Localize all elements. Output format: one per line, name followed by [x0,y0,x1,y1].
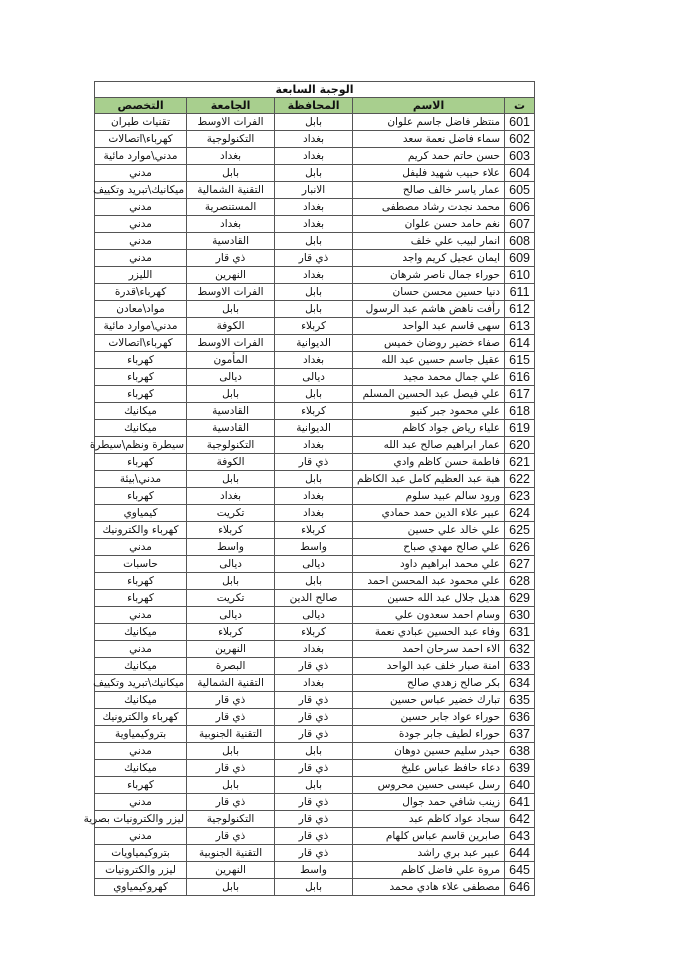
row-university: المستنصرية [187,199,275,216]
row-university: واسط [187,539,275,556]
row-university: الكوفة [187,454,275,471]
row-governorate: ذي قار [275,658,353,675]
row-governorate: بابل [275,284,353,301]
row-governorate: بغداد [275,199,353,216]
row-name: حوراء لطيف جابر جودة [353,726,505,743]
table-row [95,420,535,437]
row-university: التقنية الجنوبية [187,726,275,743]
row-specialization: كهرباء [95,573,187,590]
table-row [95,794,535,811]
row-specialization: كهرباء\اتصالات [95,335,187,352]
header-num: ت [505,98,535,114]
row-specialization: بتروكيمياوية [95,726,187,743]
row-specialization: كهرباء [95,777,187,794]
row-number: 616 [505,369,535,386]
table-row [95,709,535,726]
row-governorate: بغداد [275,216,353,233]
row-name: علي محمد ابراهيم داود [353,556,505,573]
row-governorate: ديالى [275,369,353,386]
row-specialization: سيطرة ونظم\سيطرة [95,437,187,454]
row-specialization: كهرباء [95,488,187,505]
row-number: 607 [505,216,535,233]
row-name: سهى قاسم عبد الواحد [353,318,505,335]
row-university: بابل [187,471,275,488]
row-specialization: ميكانيك [95,403,187,420]
table-row [95,522,535,539]
row-governorate: ديالى [275,556,353,573]
table-row [95,284,535,301]
row-university: التكنولوجية [187,131,275,148]
row-name: ايمان عجيل كريم واجد [353,250,505,267]
row-specialization: مدني [95,199,187,216]
row-governorate: بابل [275,777,353,794]
table-row [95,539,535,556]
row-governorate: الانبار [275,182,353,199]
row-governorate: كربلاء [275,403,353,420]
row-specialization: بتروكيمياويات [95,845,187,862]
row-name: فاطمة حسن كاظم وادي [353,454,505,471]
row-name: مصطفى علاء هادي محمد [353,879,505,896]
row-number: 612 [505,301,535,318]
row-number: 629 [505,590,535,607]
row-number: 626 [505,539,535,556]
table-row [95,165,535,182]
table-row [95,879,535,896]
row-number: 628 [505,573,535,590]
row-specialization: مدني\موارد مائية [95,318,187,335]
row-governorate: الديوانية [275,420,353,437]
row-name: صفاء خضير روضان خميس [353,335,505,352]
row-university: المأمون [187,352,275,369]
row-number: 603 [505,148,535,165]
row-number: 636 [505,709,535,726]
row-number: 632 [505,641,535,658]
row-specialization: مدني [95,641,187,658]
row-university: التكنولوجية [187,811,275,828]
row-governorate: بغداد [275,641,353,658]
table-row [95,590,535,607]
table-row [95,573,535,590]
row-university: القادسية [187,420,275,437]
row-name: تبارك خضير عباس حسين [353,692,505,709]
row-number: 641 [505,794,535,811]
row-specialization: تقنيات طيران [95,114,187,131]
header-row [95,98,535,114]
row-governorate: بابل [275,165,353,182]
row-governorate: بابل [275,233,353,250]
row-university: كربلاء [187,624,275,641]
row-specialization: كهرباء [95,386,187,403]
row-number: 630 [505,607,535,624]
row-specialization: مدني [95,216,187,233]
table-row [95,828,535,845]
row-number: 631 [505,624,535,641]
row-specialization: مدني [95,828,187,845]
table-row [95,182,535,199]
row-specialization: مدني [95,539,187,556]
row-name: رسل عيسى حسين محروس [353,777,505,794]
row-university: تكريت [187,590,275,607]
row-governorate: كربلاء [275,522,353,539]
row-number: 621 [505,454,535,471]
row-university: ذي قار [187,760,275,777]
row-specialization: ليزر والكترونيات بصرية [95,811,187,828]
row-specialization: كهرباء والكترونيك [95,709,187,726]
row-governorate: ذي قار [275,811,353,828]
row-specialization: كهرباء\قدرة [95,284,187,301]
table-row [95,607,535,624]
table-row [95,862,535,879]
row-name: سجاد عواد كاظم عبد [353,811,505,828]
row-governorate: بغداد [275,505,353,522]
row-number: 623 [505,488,535,505]
row-university: الفرات الاوسط [187,284,275,301]
header-governorate: المحافظة [275,98,353,114]
row-number: 611 [505,284,535,301]
row-name: وفاء عبد الحسين عبادي نعمة [353,624,505,641]
table-row [95,454,535,471]
row-specialization: ميكانيك [95,658,187,675]
row-specialization: كهرباء\اتصالات [95,131,187,148]
table-row [95,641,535,658]
row-number: 643 [505,828,535,845]
row-number: 646 [505,879,535,896]
table-row [95,369,535,386]
row-governorate: بابل [275,743,353,760]
row-specialization: مدني\موارد مائية [95,148,187,165]
row-number: 619 [505,420,535,437]
row-number: 644 [505,845,535,862]
row-university: ذي قار [187,709,275,726]
row-name: عبير علاء الدين حمد حمادي [353,505,505,522]
row-number: 639 [505,760,535,777]
row-name: زينب شافي حمد جوال [353,794,505,811]
row-governorate: ذي قار [275,250,353,267]
row-name: انمار لبيب علي خلف [353,233,505,250]
table-row [95,386,535,403]
row-number: 622 [505,471,535,488]
row-name: علي خالد علي حسين [353,522,505,539]
row-name: علي جمال محمد مجيد [353,369,505,386]
table-row [95,114,535,131]
row-university: التكنولوجية [187,437,275,454]
row-name: نغم حامد حسن علوان [353,216,505,233]
table-body [83,114,535,896]
row-university: ذي قار [187,692,275,709]
row-university: بغداد [187,148,275,165]
row-governorate: ذي قار [275,709,353,726]
row-specialization: مواد\معادن [95,301,187,318]
row-governorate: بابل [275,879,353,896]
row-number: 624 [505,505,535,522]
row-number: 627 [505,556,535,573]
row-governorate: ذي قار [275,845,353,862]
row-governorate: ذي قار [275,760,353,777]
table-row [95,692,535,709]
row-governorate: بغداد [275,488,353,505]
row-governorate: كربلاء [275,624,353,641]
row-university: الفرات الاوسط [187,114,275,131]
table-row [95,675,535,692]
row-name: ورود سالم عبيد سلوم [353,488,505,505]
table-row [95,505,535,522]
table-row [95,335,535,352]
row-governorate: بابل [275,114,353,131]
row-number: 602 [505,131,535,148]
row-governorate: بابل [275,301,353,318]
table-row [95,216,535,233]
row-specialization: كهرباء [95,590,187,607]
row-specialization: ميكانيك [95,692,187,709]
row-university: بغداد [187,488,275,505]
row-specialization: كيمياوي [95,505,187,522]
row-governorate: ذي قار [275,794,353,811]
row-number: 605 [505,182,535,199]
row-number: 614 [505,335,535,352]
row-university: ديالى [187,556,275,573]
row-number: 613 [505,318,535,335]
row-name: علاء حبيب شهيد فليفل [353,165,505,182]
row-name: الاء احمد سرحان احمد [353,641,505,658]
row-university: بابل [187,386,275,403]
row-name: بكر صالح زهدي صالح [353,675,505,692]
table-row [95,403,535,420]
table-row [95,199,535,216]
row-governorate: بابل [275,471,353,488]
row-university: تكريت [187,505,275,522]
table-row [95,488,535,505]
row-number: 601 [505,114,535,131]
title-row [95,82,535,98]
table-row [95,845,535,862]
row-specialization: كهروكيمياوي [95,879,187,896]
header-specialization: التخصص [95,98,187,114]
row-number: 635 [505,692,535,709]
row-specialization: ميكانيك [95,624,187,641]
row-specialization: الليزر [95,267,187,284]
row-governorate: بابل [275,573,353,590]
row-university: النهرين [187,641,275,658]
row-university: النهرين [187,862,275,879]
row-number: 610 [505,267,535,284]
row-university: بابل [187,573,275,590]
row-number: 642 [505,811,535,828]
row-university: البصرة [187,658,275,675]
table-row [95,148,535,165]
row-name: حيدر سليم حسين دوهان [353,743,505,760]
table-row [95,437,535,454]
table-row [95,471,535,488]
row-number: 638 [505,743,535,760]
row-name: دنيا حسين محسن حسان [353,284,505,301]
row-number: 634 [505,675,535,692]
row-university: بابل [187,777,275,794]
table-row [95,624,535,641]
row-name: محمد نجدت رشاد مصطفى [353,199,505,216]
row-university: ذي قار [187,794,275,811]
row-university: التقنية الشمالية [187,182,275,199]
table-row [95,811,535,828]
row-specialization: مدني [95,794,187,811]
row-university: ديالى [187,607,275,624]
row-university: بابل [187,879,275,896]
row-university: التقنية الجنوبية [187,845,275,862]
row-name: حوراء عواد جابر حسين [353,709,505,726]
row-university: الكوفة [187,318,275,335]
row-number: 615 [505,352,535,369]
row-number: 625 [505,522,535,539]
table-row [95,301,535,318]
row-name: دعاء حافظ عباس عليخ [353,760,505,777]
table-row [95,233,535,250]
row-governorate: بغداد [275,437,353,454]
row-governorate: ذي قار [275,828,353,845]
row-governorate: الديوانية [275,335,353,352]
row-university: ذي قار [187,250,275,267]
table-row [95,131,535,148]
row-name: علي فيصل عبد الحسين المسلم [353,386,505,403]
row-name: رأفت ناهض هاشم عبد الرسول [353,301,505,318]
row-university: بابل [187,301,275,318]
row-name: حسن حاتم حمد كريم [353,148,505,165]
row-name: علي صالح مهدي صباح [353,539,505,556]
row-specialization: كهرباء والكترونيك [95,522,187,539]
row-specialization: ليزر والكترونيات [95,862,187,879]
row-name: سماء فاضل نعمة سعد [353,131,505,148]
row-university: ذي قار [187,828,275,845]
row-specialization: كهرباء [95,352,187,369]
row-number: 604 [505,165,535,182]
row-name: صابرين قاسم عباس كلهام [353,828,505,845]
row-number: 609 [505,250,535,267]
row-university: القادسية [187,403,275,420]
row-governorate: واسط [275,539,353,556]
row-governorate: ذي قار [275,726,353,743]
row-number: 617 [505,386,535,403]
row-governorate: بابل [275,386,353,403]
row-specialization: مدني [95,607,187,624]
row-specialization: مدني\بيئة [95,471,187,488]
row-specialization: ميكانيك\تبريد وتكييف [95,182,187,199]
row-specialization: مدني [95,743,187,760]
row-name: عمار ياسر خالف صالح [353,182,505,199]
row-university: بابل [187,743,275,760]
row-governorate: ذي قار [275,454,353,471]
row-number: 606 [505,199,535,216]
row-number: 608 [505,233,535,250]
table-row [95,658,535,675]
table-row [95,352,535,369]
row-university: بابل [187,165,275,182]
row-name: هديل جلال عبد الله حسين [353,590,505,607]
row-specialization: مدني [95,165,187,182]
table-row [95,743,535,760]
row-university: كربلاء [187,522,275,539]
batch-table [83,81,535,896]
row-university: ديالى [187,369,275,386]
row-governorate: ذي قار [275,692,353,709]
row-name: عبير عبد بري راشد [353,845,505,862]
table-row [95,777,535,794]
row-number: 618 [505,403,535,420]
row-governorate: بغداد [275,352,353,369]
row-name: هبة عبد العظيم كامل عبد الكاظم [353,471,505,488]
row-specialization: كهرباء [95,454,187,471]
table-row [95,726,535,743]
header-name: الاسم [353,98,505,114]
row-governorate: بغداد [275,131,353,148]
table-row [95,556,535,573]
row-name: وسام احمد سعدون علي [353,607,505,624]
row-number: 620 [505,437,535,454]
row-name: مروة علي فاضل كاظم [353,862,505,879]
row-name: حوراء جمال ناصر شرهان [353,267,505,284]
row-number: 645 [505,862,535,879]
row-specialization: ميكانيك\تبريد وتكييف [95,675,187,692]
row-name: علي محمود جبر كنيو [353,403,505,420]
table-row [95,318,535,335]
row-name: علي محمود عبد المحسن احمد [353,573,505,590]
row-university: بغداد [187,216,275,233]
row-university: القادسية [187,233,275,250]
row-name: علياء رياض جواد كاظم [353,420,505,437]
row-specialization: حاسبات [95,556,187,573]
row-specialization: ميكانيك [95,420,187,437]
row-specialization: ميكانيك [95,760,187,777]
row-governorate: كربلاء [275,318,353,335]
row-governorate: ديالى [275,607,353,624]
spreadsheet [83,81,534,896]
row-specialization: مدني [95,233,187,250]
row-governorate: بغداد [275,267,353,284]
row-governorate: بغداد [275,148,353,165]
row-name: عقيل جاسم حسين عبد الله [353,352,505,369]
table-row [95,267,535,284]
table-row [95,250,535,267]
row-university: التقنية الشمالية [187,675,275,692]
row-governorate: بغداد [275,675,353,692]
sheet-title: الوجبة السابعة [95,82,535,98]
row-number: 637 [505,726,535,743]
row-specialization: مدني [95,250,187,267]
row-name: منتظر فاضل جاسم علوان [353,114,505,131]
row-name: عمار ابراهيم صالح عبد الله [353,437,505,454]
row-university: النهرين [187,267,275,284]
row-number: 633 [505,658,535,675]
row-governorate: صالح الدين [275,590,353,607]
header-university: الجامعة [187,98,275,114]
row-name: امنة صبار خلف عبد الواحد [353,658,505,675]
row-governorate: واسط [275,862,353,879]
row-university: الفرات الاوسط [187,335,275,352]
table-row [95,760,535,777]
row-specialization: كهرباء [95,369,187,386]
row-number: 640 [505,777,535,794]
